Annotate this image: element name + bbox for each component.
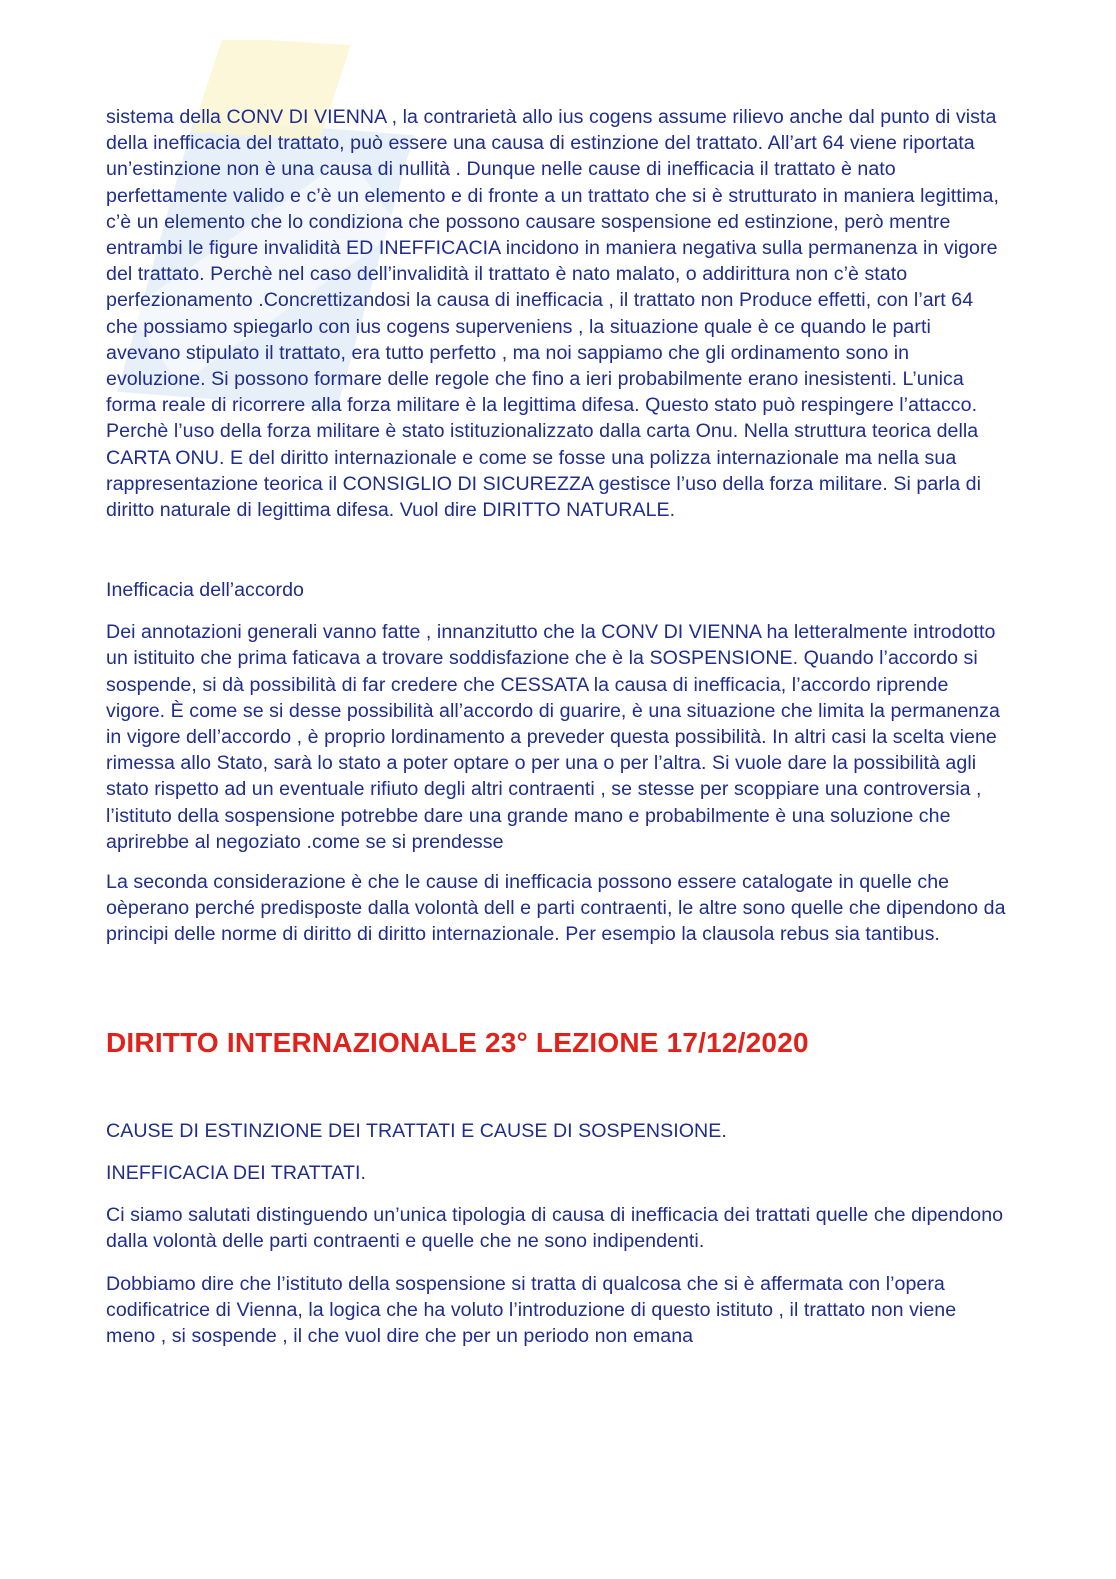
paragraph-ci-siamo-salutati: Ci siamo salutati distinguendo un’unica tipologia di causa di inefficacia dei trattati quelle che dipendono dalla volontà delle parti contraenti e quelle che ne sono indipendenti. [106, 1204, 1004, 1253]
paragraph-dobbiamo-dire: Dobbiamo dire che l’istituto della sospensione si tratta di qualcosa che si è affermata con l’opera codificatrice di Vienna, la logica che ha voluto l’introduzione di questo istituto , il trattato non viene meno , si sospende , il che vuol dire che per un periodo non emana [106, 1272, 957, 1347]
lesson-heading: DIRITTO INTERNAZIONALE 23° LEZIONE 17/12/2020 [106, 1026, 809, 1058]
paragraph-seconda-considerazione: La seconda considerazione è che le cause di inefficacia possono essere catalogate in quelle che oèperano perché predisposte dalla volontà dell e parti contraenti, le altre sono quelle che dipendono da principi delle norme di diritto di diritto internazionale. Per esempio la clausola rebus sia tantibus. [106, 871, 1006, 946]
subheading-inefficacia: Inefficacia dell’accordo [106, 579, 304, 602]
document-page [106, 104, 1006, 1349]
line-inefficacia-trattati: INEFFICACIA DEI TRATTATI. [106, 1161, 366, 1184]
line-cause-estinzione: CAUSE DI ESTINZIONE DEI TRATTATI E CAUSE DI SOSPENSIONE. [106, 1119, 727, 1142]
paragraph-intro: sistema della CONV DI VIENNA , la contrarietà allo ius cogens assume rilievo anche dal punto di vista della inefficacia del trattato, può essere una causa di estinzione del trattato. All’art 64 viene riportata un’estinzione non è una causa di nullità . Dunque nelle cause di inefficacia il trattato è nato perfettamente valido e c’è un elemento e di fronte a un trattato che si è strutturato in maniera legittima, c’è un elemento che lo condiziona che possono causare sospensione ed estinzione, però mentre entrambi le figure invalidità ED INEFFICACIA incidono in maniera negativa sulla permanenza in vigore del trattato. Perchè nel caso dell’invalidità il trattato è nato malato, o addirittura non c’è stato perfezionamento .Concrettizandosi la causa di inefficacia , il trattato non Produce effetti, con l’art 64 che possiamo spiegarlo con ius cogens superveniens , la situazione quale è ce quando le parti avevano stipulato il trattato, era tutto perfetto , ma noi sappiamo che gli ordinamento sono in evoluzione. Si possono formare delle regole che fino a ieri probabilmente erano inesistenti. L’unica forma reale di ricorrere alla forza militare è la legittima difesa. Questo stato può respingere l’attacco. Perchè l’uso della forza militare è stato istituzionalizzato dalla carta Onu. Nella struttura teorica della CARTA ONU. E del diritto internazionale e come se fosse una polizza internazionale ma nella sua rappresentazione teorica il CONSIGLIO DI SICUREZZA gestisce l’uso della forza militare. Si parla di diritto naturale di legittima difesa. Vuol dire DIRITTO NATURALE. [106, 106, 999, 522]
paragraph-annotazioni: Dei annotazioni generali vanno fatte , innanzitutto che la CONV DI VIENNA ha letteralmente introdotto un istituito che prima faticava a trovare soddisfazione che è la SOSPENSIONE. Quando l’accordo si sospende, si dà possibilità di far credere che CESSATA la causa di inefficacia, l’accordo riprende vigore. È come se si desse possibilità all’accordo di guarire, è una situazione che limita la permanenza in vigore dell’accordo , è proprio lordinamento a preveder questa possibilità. In altri casi la scelta viene rimessa allo Stato, sarà lo stato a poter optare o per una o per l’altra. Si vuole dare la possibilità agli stato rispetto ad un eventuale rifiuto degli altri contraenti , se stesse per scoppiare una controversia , l’istituto della sospensione potrebbe dare una grande mano e probabilmente è una soluzione che aprirebbe al negoziato .come se si prendesse [106, 621, 1000, 853]
